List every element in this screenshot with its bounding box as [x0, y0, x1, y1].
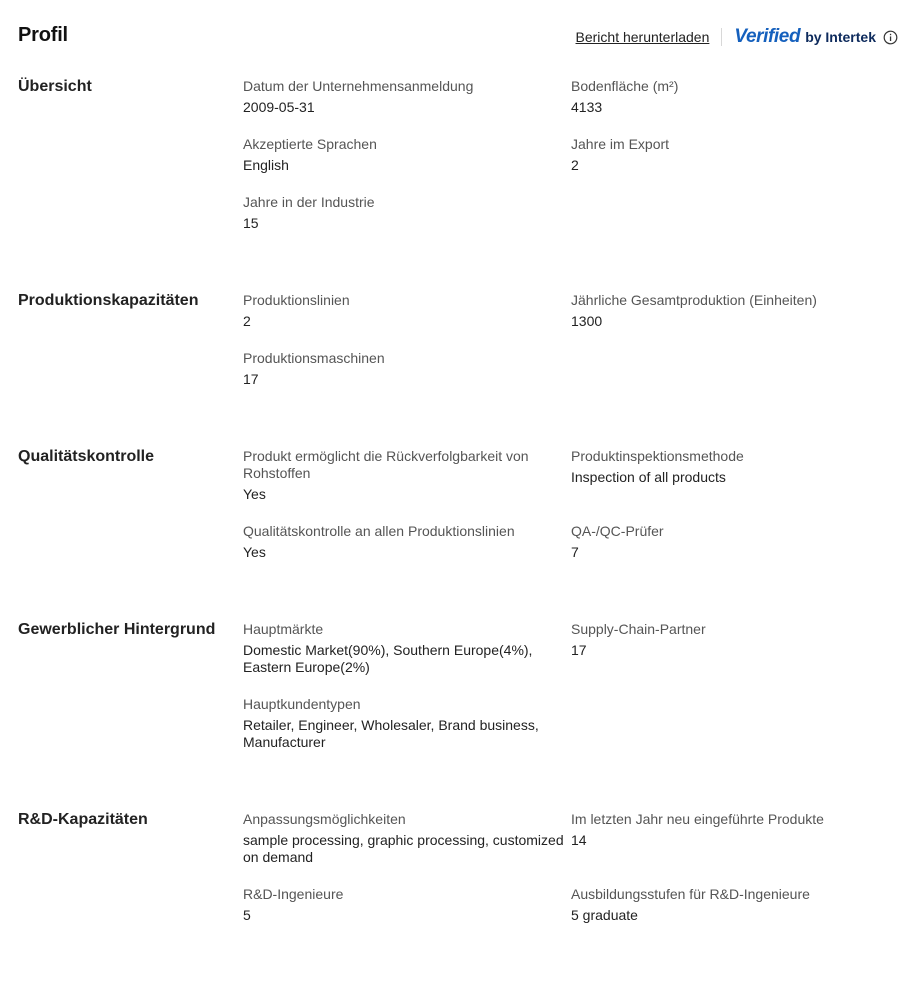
header-actions [576, 26, 898, 48]
field-accepted-languages [243, 136, 565, 174]
field-value: Retailer, Engineer, Wholesaler, Brand business, Manufacturer [243, 717, 539, 750]
field-label: Akzeptierte Sprachen [243, 136, 377, 152]
field-value: Yes [243, 486, 266, 502]
field-production-machines [243, 350, 565, 388]
field-years-exporting [571, 136, 898, 174]
field-customization-options [243, 811, 565, 866]
field-label: Produkt ermöglicht die Rückverfolgbarkeit von Rohstoffen [243, 448, 529, 481]
field-label: Produktionslinien [243, 292, 350, 308]
verified-label: Verified [734, 26, 801, 47]
verified-badge [734, 26, 876, 48]
field-new-products-last-year [571, 811, 898, 849]
verifier-label: by Intertek [805, 29, 876, 45]
header-divider [721, 28, 722, 46]
field-label: Jahre in der Industrie [243, 194, 375, 210]
field-label: Supply-Chain-Partner [571, 621, 706, 637]
field-customer-types [243, 696, 565, 751]
field-annual-output [571, 292, 898, 330]
field-main-markets [243, 621, 565, 676]
field-label: Bodenfläche (m²) [571, 78, 679, 94]
field-value: 1300 [571, 313, 603, 329]
section-quality-control [18, 448, 898, 578]
field-value: Yes [243, 544, 266, 560]
field-raw-material-traceability [243, 448, 565, 503]
field-label: R&D-Ingenieure [243, 886, 344, 902]
field-value: 15 [243, 215, 259, 231]
field-value: 14 [571, 832, 587, 848]
field-qa-qc-inspectors [571, 523, 898, 561]
field-label: Im letzten Jahr neu eingeführte Produkte [571, 811, 824, 827]
field-rnd-engineers [243, 886, 565, 924]
field-label: Produktionsmaschinen [243, 350, 385, 366]
section-overview [18, 78, 898, 248]
section-rnd-capacity [18, 811, 898, 941]
field-value: 7 [571, 544, 579, 560]
field-years-in-industry [243, 194, 565, 232]
field-inspection-method [571, 448, 898, 486]
page-title: Profil [18, 24, 68, 46]
field-label: Anpassungsmöglichkeiten [243, 811, 406, 827]
field-rnd-education-levels [571, 886, 898, 924]
field-label: Qualitätskontrolle an allen Produktionslinien [243, 523, 515, 539]
section-production-capacity [18, 292, 898, 402]
field-label: Jahre im Export [571, 136, 670, 152]
field-value: 17 [243, 371, 259, 387]
field-value: 17 [571, 642, 587, 658]
section-title: Produktionskapazitäten [18, 292, 199, 309]
field-label: QA-/QC-Prüfer [571, 523, 664, 539]
download-report-link[interactable]: Bericht herunterladen [575, 29, 710, 45]
field-label: Hauptmärkte [243, 621, 324, 637]
field-value: 4133 [571, 99, 603, 115]
info-icon[interactable] [883, 30, 898, 45]
field-label: Jährliche Gesamtproduktion (Einheiten) [571, 292, 817, 308]
field-floor-area [571, 78, 898, 116]
section-business-background [18, 621, 898, 771]
field-label: Produktinspektionsmethode [571, 448, 744, 464]
section-title: R&D-Kapazitäten [18, 811, 148, 828]
section-title: Gewerblicher Hintergrund [18, 621, 216, 638]
field-value: 5 graduate [571, 907, 638, 923]
field-value: Domestic Market(90%), Southern Europe(4%), Eastern Europe(2%) [243, 642, 533, 675]
field-production-lines [243, 292, 565, 330]
field-label: Ausbildungsstufen für R&D-Ingenieure [571, 886, 810, 902]
field-label: Hauptkundentypen [243, 696, 361, 712]
field-supply-chain-partners [571, 621, 898, 659]
section-title: Übersicht [18, 78, 92, 95]
field-value: 5 [243, 907, 251, 923]
profile-header [18, 22, 898, 52]
field-value: 2009-05-31 [243, 99, 315, 115]
section-title: Qualitätskontrolle [18, 448, 155, 465]
field-value: 2 [571, 157, 579, 173]
field-qc-all-lines [243, 523, 565, 561]
field-label: Datum der Unternehmensanmeldung [243, 78, 474, 94]
field-registration-date [243, 78, 565, 116]
field-value: 2 [243, 313, 251, 329]
field-value: sample processing, graphic processing, customized on demand [243, 832, 564, 865]
field-value: Inspection of all products [571, 469, 726, 485]
field-value: English [243, 157, 289, 173]
